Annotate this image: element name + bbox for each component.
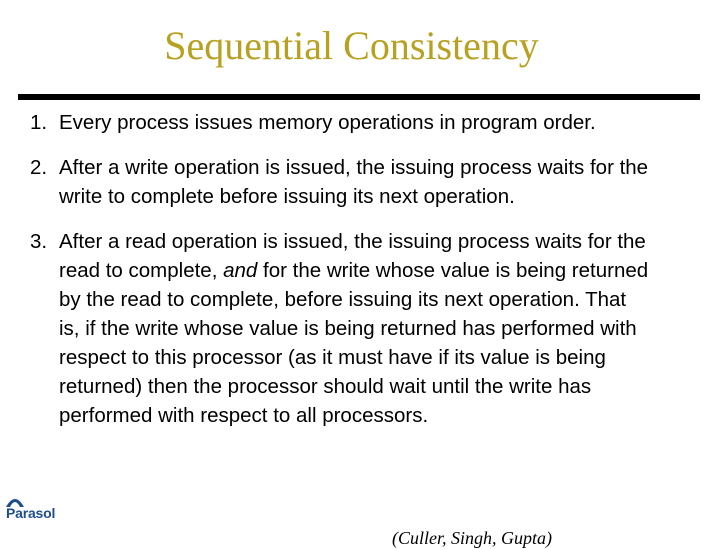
slide-title: Sequential Consistency: [164, 23, 539, 68]
title-divider: [18, 94, 700, 100]
rule-item: [30, 153, 650, 211]
parasol-logo: [0, 490, 62, 530]
rule-item: [30, 227, 650, 430]
logo-text: Parasol: [6, 505, 56, 521]
rule-text: Every process issues memory operations in program order.: [59, 111, 596, 134]
rule-emphasis: and: [223, 259, 258, 282]
citation: (Culler, Singh, Gupta): [392, 528, 552, 548]
rule-text-part: for the write whose value is being returned by the read to complete, before issuing its next operation. That is, if the write whose value is being returned has performed with respect to this processor (as it must have if its value is being returned) then the processor should wait until the write has performed with respect to all processors.: [59, 259, 649, 427]
rule-text-part: After a read operation is issued, the issuing process waits for the read to complete,: [59, 230, 646, 282]
rule-text: After a write operation is issued, the issuing process waits for the write to complete before issuing its next operation.: [59, 156, 649, 208]
rule-number: 1.: [30, 111, 48, 134]
rule-list: [30, 108, 650, 446]
rule-number: 2.: [30, 156, 48, 179]
rule-item: [30, 108, 650, 137]
rule-number: 3.: [30, 230, 48, 253]
